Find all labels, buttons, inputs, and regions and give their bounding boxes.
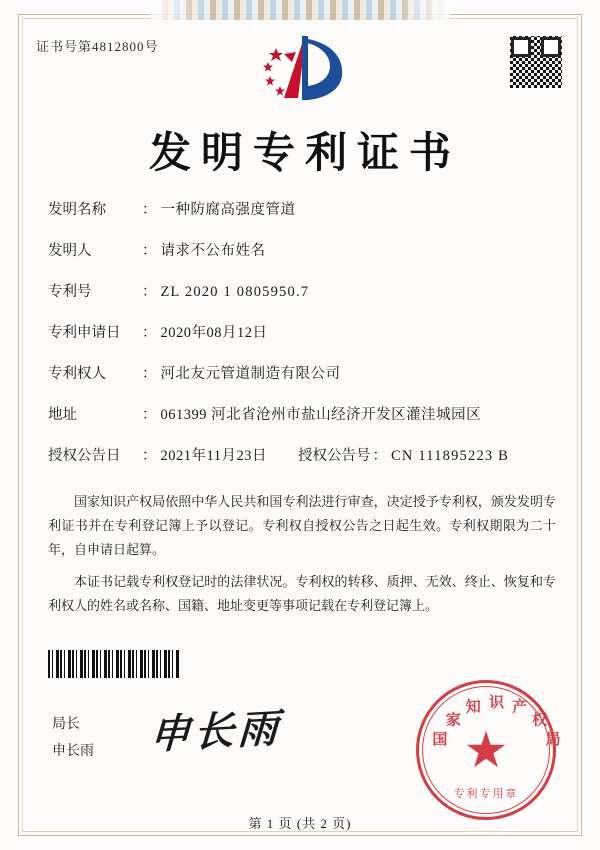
field-grant-date [48, 444, 298, 465]
field-label: 授权公告号 [298, 448, 371, 464]
field-application-date [48, 321, 560, 342]
field-label: 发明人 [48, 243, 92, 259]
field-label: 地址 [48, 407, 77, 423]
page-footer: 第 1 页 (共 2 页) [248, 816, 352, 831]
field-value: 2020年08月12日 [160, 325, 268, 341]
field-colon: ： [142, 366, 157, 382]
legal-paragraph-1: 国家知识产权局依照中华人民共和国专利法进行审查，决定授予专利权，颁发发明专利证书并在专利登记簿上予以登记。专利权自授权公告之日起生效。专利权期限为二十年，自申请日起算。 [48, 494, 556, 558]
field-label: 专利号 [48, 284, 92, 300]
field-colon: ： [142, 284, 157, 300]
field-value: ZL 2020 1 0805950.7 [160, 284, 310, 300]
handwritten-signature: 申长雨 [148, 704, 283, 759]
barcode-icon [48, 650, 180, 678]
seal-bottom-text: 专利专用章 [453, 788, 519, 800]
director-name-label: 申长雨 [52, 743, 94, 759]
page-title: 发明专利证书 [148, 128, 461, 177]
field-patent-number [48, 280, 560, 301]
field-label: 专利权人 [48, 366, 106, 382]
field-label: 授权公告日 [48, 448, 121, 464]
cnipa-emblem-icon [240, 32, 360, 104]
top-ornament-band [150, 0, 450, 20]
field-value: 一种防腐高强度管道 [160, 202, 296, 218]
field-colon: ： [142, 407, 157, 423]
fields-section [48, 198, 560, 479]
legal-paragraph-2: 本证书记载专利权登记时的法律状况。专利权的转移、质押、无效、终止、恢复和专利权人的姓名或名称、国籍、地址变更等事项记载在专利登记簿上。 [48, 574, 556, 614]
certificate-number: 证书号第4812800号 [36, 39, 159, 54]
field-colon: ： [142, 243, 157, 259]
legal-text-section [48, 490, 556, 626]
field-patentee [48, 362, 560, 383]
field-grant-number [298, 444, 509, 465]
field-value: 河北友元管道制造有限公司 [160, 366, 341, 382]
field-value: 2021年11月23日 [160, 448, 267, 464]
qr-code-icon [510, 36, 562, 88]
director-title-label: 局长 [52, 717, 80, 732]
field-value: CN 111895223 B [391, 448, 510, 464]
field-colon: ： [142, 325, 157, 341]
field-address [48, 403, 560, 424]
field-invention-name [48, 198, 560, 219]
seal-star-icon: ★ [463, 722, 509, 778]
seal-ring-text: 国 家 知 识 产 权 局 [432, 695, 561, 748]
field-colon: ： [372, 448, 387, 464]
signature-block [52, 712, 94, 765]
field-label: 发明名称 [48, 202, 106, 218]
field-value: 请求不公布姓名 [160, 243, 266, 259]
field-grant-row [48, 444, 560, 465]
field-label: 专利申请日 [48, 325, 121, 341]
field-colon: ： [142, 448, 157, 464]
official-seal [416, 680, 561, 820]
field-colon: ： [142, 202, 157, 218]
field-inventor [48, 239, 560, 260]
field-value: 061399 河北省沧州市盐山经济开发区灌洼城园区 [160, 407, 482, 423]
